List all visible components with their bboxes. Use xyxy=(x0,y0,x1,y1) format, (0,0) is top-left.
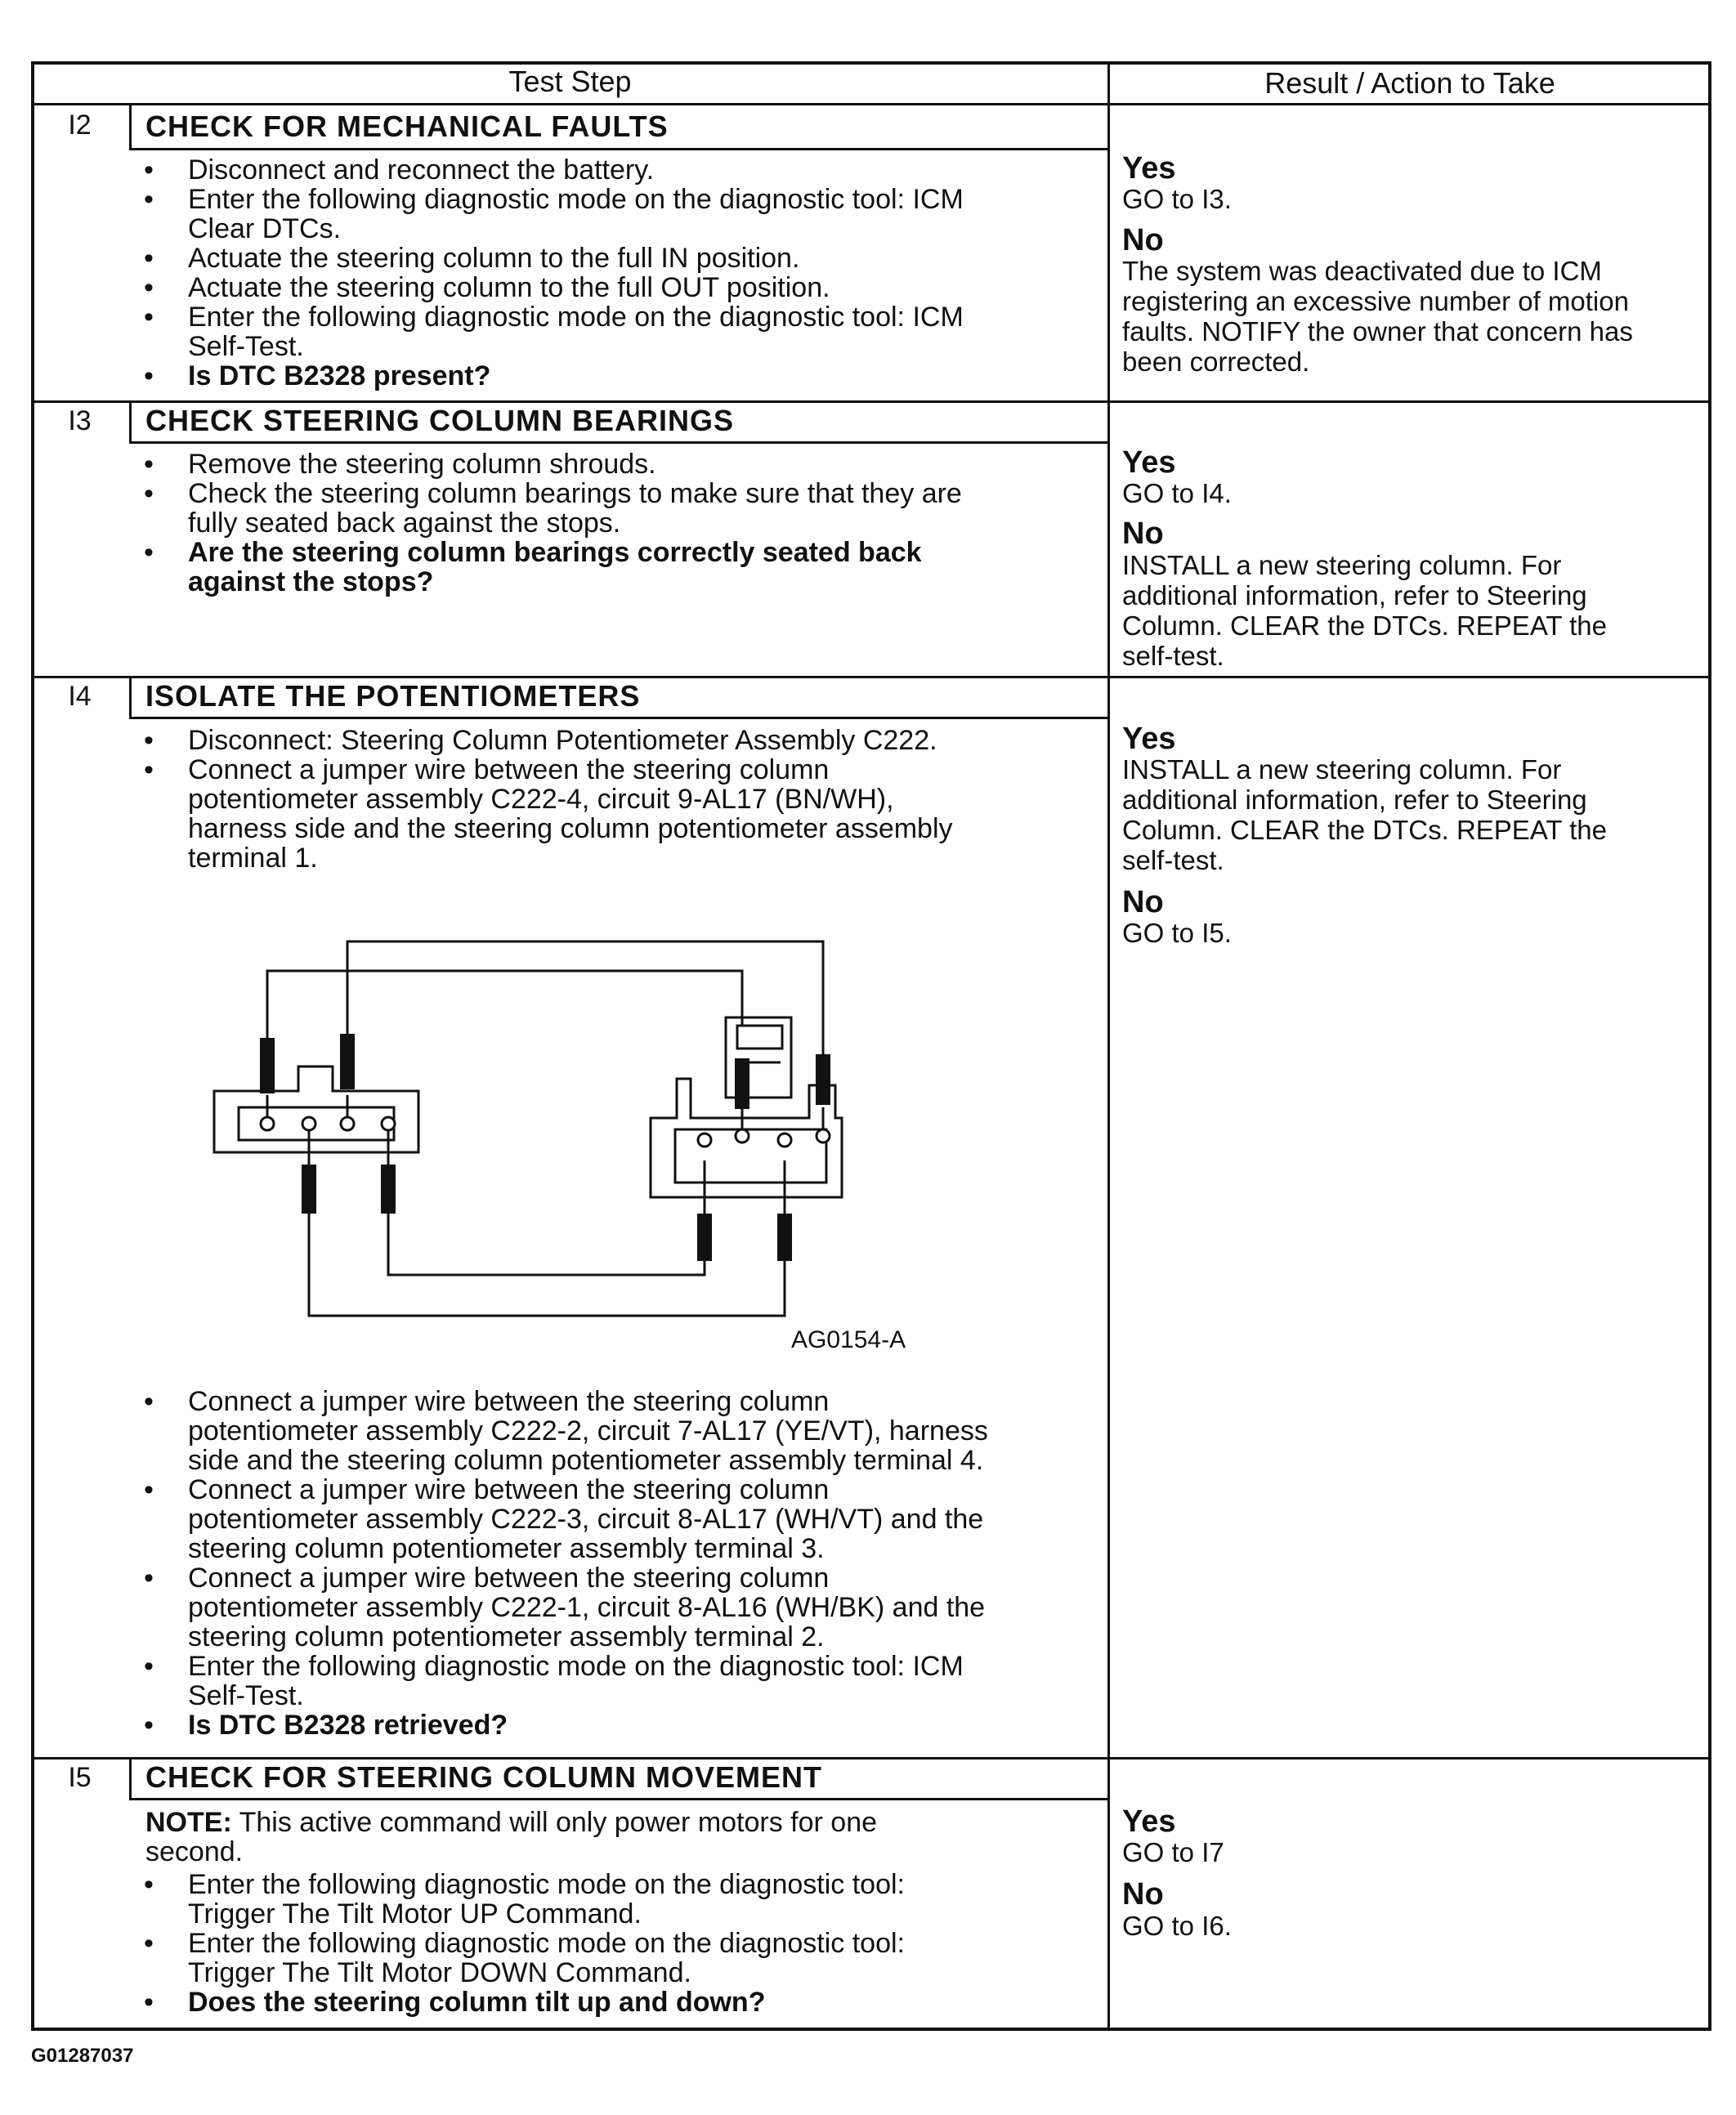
right-pin xyxy=(736,1129,749,1142)
no-action: self-test. xyxy=(1122,641,1224,671)
bullet: • xyxy=(144,243,154,274)
bullet: • xyxy=(144,302,154,333)
step-line: potentiometer assembly C222-2, circuit 7-AL17 (YE/VT), harness xyxy=(188,1415,988,1447)
step-question: against the stops? xyxy=(188,566,434,597)
no-label: No xyxy=(1122,885,1164,919)
title-rule xyxy=(129,1798,1107,1800)
bullet: • xyxy=(144,1710,154,1741)
left-pin xyxy=(382,1117,395,1130)
step-line: Connect a jumper wire between the steering column xyxy=(188,1386,830,1417)
step-line: Remove the steering column shrouds. xyxy=(188,449,656,480)
step-id: I4 xyxy=(68,681,92,712)
step-line: Connect a jumper wire between the steering column xyxy=(188,1474,830,1505)
step-title: CHECK STEERING COLUMN BEARINGS xyxy=(145,404,735,437)
bullet: • xyxy=(144,1987,154,2018)
yes-action: additional information, refer to Steering xyxy=(1122,785,1587,815)
step-id-divider xyxy=(129,400,132,441)
note-label: NOTE: xyxy=(145,1807,232,1838)
step-question: Is DTC B2328 retrieved? xyxy=(188,1710,508,1741)
bullet: • xyxy=(144,449,154,480)
figure-code: AG0154-A xyxy=(791,1326,906,1353)
left-pin xyxy=(341,1117,354,1130)
bullet: • xyxy=(144,1651,154,1682)
step-title: ISOLATE THE POTENTIOMETERS xyxy=(145,679,641,713)
no-action: registering an excessive number of motion xyxy=(1122,286,1629,316)
header-rule xyxy=(31,103,1711,105)
no-label: No xyxy=(1122,223,1164,257)
row-rule xyxy=(31,400,1711,403)
step-line: terminal 1. xyxy=(188,843,318,874)
step-line: steering column potentiometer assembly terminal 3. xyxy=(188,1533,825,1564)
no-action: faults. NOTIFY the owner that concern has xyxy=(1122,316,1633,347)
jumper-wire xyxy=(347,941,823,1088)
row-rule xyxy=(31,676,1711,678)
no-action: additional information, refer to Steering xyxy=(1122,580,1587,610)
left-pin xyxy=(302,1117,315,1130)
header-test-step: Test Step xyxy=(508,65,632,98)
bullet: • xyxy=(144,360,154,391)
step-line: Enter the following diagnostic mode on the diagnostic tool: ICM xyxy=(188,302,964,333)
yes-label: Yes xyxy=(1122,445,1176,480)
step-line: Enter the following diagnostic mode on the diagnostic tool: ICM xyxy=(188,184,964,215)
connector-lock-tab-inner xyxy=(737,1026,782,1049)
step-line: Trigger The Tilt Motor DOWN Command. xyxy=(188,1957,691,1988)
step-line: potentiometer assembly C222-1, circuit 8-AL16 (WH/BK) and the xyxy=(188,1592,986,1623)
header-result-action: Result / Action to Take xyxy=(1264,66,1555,100)
note-text-continued: second. xyxy=(145,1836,244,1867)
jumper-probe xyxy=(381,1165,396,1214)
step-line: Enter the following diagnostic mode on the diagnostic tool: xyxy=(188,1869,905,1900)
column-divider xyxy=(1107,61,1110,2031)
step-line: Check the steering column bearings to make sure that they are xyxy=(188,478,962,509)
step-line: Trigger The Tilt Motor UP Command. xyxy=(188,1898,642,1929)
step-line: harness side and the steering column potentiometer assembly xyxy=(188,813,953,844)
jumper-wiring-diagram xyxy=(204,932,915,1357)
jumper-wire xyxy=(388,1201,705,1275)
step-line: Connect a jumper wire between the steering column xyxy=(188,754,830,785)
yes-action: Column. CLEAR the DTCs. REPEAT the xyxy=(1122,815,1607,845)
step-line: Disconnect: Steering Column Potentiometer Assembly C222. xyxy=(188,725,937,756)
bullet: • xyxy=(144,1386,154,1417)
step-line: Enter the following diagnostic mode on the diagnostic tool: ICM xyxy=(188,1651,964,1682)
title-rule xyxy=(129,717,1107,719)
yes-label: Yes xyxy=(1122,722,1176,756)
bullet: • xyxy=(144,725,154,756)
note xyxy=(145,1808,877,1837)
yes-action: INSTALL a new steering column. For xyxy=(1122,754,1562,785)
left-pin xyxy=(261,1117,274,1130)
jumper-wire xyxy=(267,971,742,1088)
step-line: fully seated back against the stops. xyxy=(188,508,621,539)
right-pin xyxy=(698,1134,711,1147)
bullet: • xyxy=(144,272,154,303)
yes-action: GO to I7 xyxy=(1122,1837,1224,1867)
step-id: I5 xyxy=(68,1762,92,1793)
bullet: • xyxy=(144,537,154,568)
jumper-wire xyxy=(309,1201,785,1316)
step-line: Actuate the steering column to the full OUT position. xyxy=(188,272,830,303)
bullet: • xyxy=(144,1563,154,1594)
no-action: The system was deactivated due to ICM xyxy=(1122,256,1602,286)
yes-label: Yes xyxy=(1122,1804,1176,1839)
step-line: Clear DTCs. xyxy=(188,213,342,244)
step-id: I3 xyxy=(68,405,92,436)
title-rule xyxy=(129,441,1107,444)
row-rule xyxy=(31,1757,1711,1760)
step-id-divider xyxy=(129,676,132,717)
jumper-probe xyxy=(260,1038,275,1093)
figure-id: G01287037 xyxy=(31,2045,134,2067)
step-question: Does the steering column tilt up and down? xyxy=(188,1987,766,2018)
jumper-probe xyxy=(340,1034,355,1089)
step-question: Are the steering column bearings correctly seated back xyxy=(188,537,922,568)
title-rule xyxy=(129,148,1107,150)
no-action: GO to I5. xyxy=(1122,918,1232,948)
jumper-probe xyxy=(735,1058,749,1109)
jumper-probe xyxy=(302,1165,316,1214)
yes-action: self-test. xyxy=(1122,845,1224,875)
yes-label: Yes xyxy=(1122,151,1176,186)
step-id: I2 xyxy=(68,110,92,141)
no-action: GO to I6. xyxy=(1122,1911,1232,1941)
bullet: • xyxy=(144,478,154,509)
right-pin xyxy=(778,1134,791,1147)
step-line: Self-Test. xyxy=(188,1680,304,1711)
no-label: No xyxy=(1122,516,1164,551)
step-line: Connect a jumper wire between the steering column xyxy=(188,1563,830,1594)
yes-action: GO to I4. xyxy=(1122,478,1232,508)
yes-action: GO to I3. xyxy=(1122,184,1232,214)
step-line: Enter the following diagnostic mode on the diagnostic tool: xyxy=(188,1928,905,1959)
step-line: Actuate the steering column to the full IN position. xyxy=(188,243,800,274)
no-label: No xyxy=(1122,1877,1164,1912)
no-action: INSTALL a new steering column. For xyxy=(1122,550,1562,580)
bullet: • xyxy=(144,754,154,785)
bullet: • xyxy=(144,154,154,186)
step-title: CHECK FOR STEERING COLUMN MOVEMENT xyxy=(145,1760,823,1794)
right-pin xyxy=(817,1129,830,1142)
step-title: CHECK FOR MECHANICAL FAULTS xyxy=(145,110,669,143)
step-line: potentiometer assembly C222-3, circuit 8-AL17 (WH/VT) and the xyxy=(188,1504,984,1535)
step-line: potentiometer assembly C222-4, circuit 9-AL17 (BN/WH), xyxy=(188,784,894,815)
bullet: • xyxy=(144,1869,154,1900)
step-line: Disconnect and reconnect the battery. xyxy=(188,154,655,186)
step-line: side and the steering column potentiometer assembly terminal 4. xyxy=(188,1445,984,1476)
step-line: Self-Test. xyxy=(188,331,304,362)
jumper-probe xyxy=(697,1214,712,1261)
step-line: steering column potentiometer assembly terminal 2. xyxy=(188,1621,825,1652)
no-action: been corrected. xyxy=(1122,347,1310,377)
jumper-probe xyxy=(816,1054,830,1105)
note-text: This active command will only power motors for one xyxy=(231,1807,878,1838)
step-question: Is DTC B2328 present? xyxy=(188,360,491,391)
jumper-probe xyxy=(777,1214,792,1261)
bullet: • xyxy=(144,1928,154,1959)
step-id-divider xyxy=(129,103,132,148)
bullet: • xyxy=(144,184,154,215)
bullet: • xyxy=(144,1474,154,1505)
no-action: Column. CLEAR the DTCs. REPEAT the xyxy=(1122,610,1607,641)
step-id-divider xyxy=(129,1757,132,1798)
